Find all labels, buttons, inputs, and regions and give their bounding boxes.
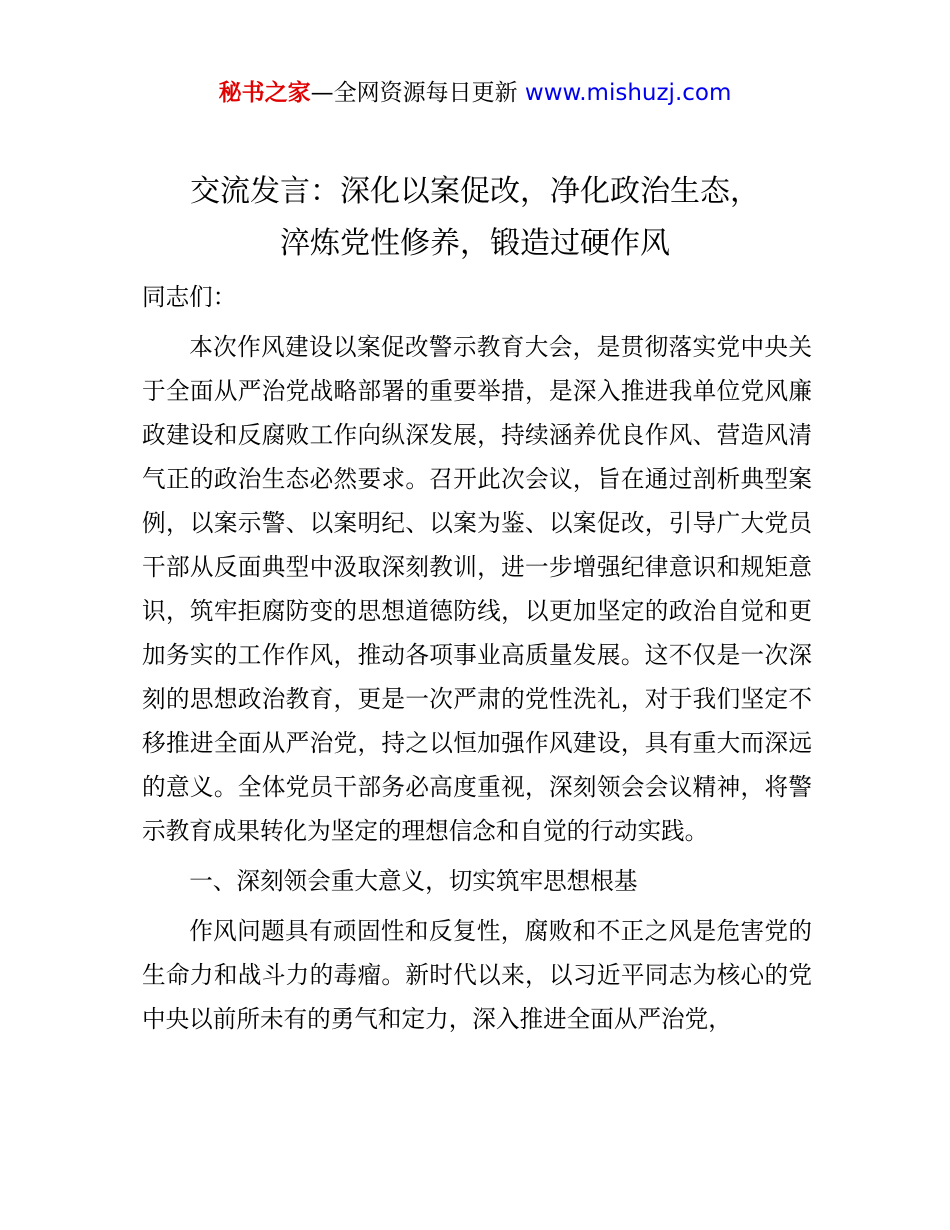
salutation: 同志们： (142, 283, 237, 311)
title-line-2: 淬炼党性修养，锻造过硬作风 (280, 226, 670, 261)
site-header (0, 76, 950, 110)
title-line-1: 交流发言：深化以案促改，净化政治生态， (190, 174, 760, 209)
site-url-link[interactable]: www.mishuzj.com (524, 80, 732, 106)
document-body (142, 275, 812, 1041)
paragraph-section-1: 作风问题具有顽固性和反复性，腐败和不正之风是危害党的生命力和战斗力的毒瘤。新时代以来，以习近平同志为核心的党中央以前所未有的勇气和定力，深入推进全面从严治党， (142, 917, 812, 1033)
site-brand: 秘书之家 (218, 80, 311, 106)
section-heading-1: 一、深刻领会重大意义，切实筑牢思想根基 (189, 867, 638, 895)
paragraph-intro: 本次作风建设以案促改警示教育大会，是贯彻落实党中央关于全面从严治党战略部署的重要举措，是深入推进我单位党风廉政建设和反腐败工作向纵深发展，持续涵养优良作风、营造风清气正的政治生态必然要求。召开此次会议，旨在通过剖析典型案例，以案示警、以案明纪、以案为鉴、以案促改，引导广大党员干部从反面典型中汲取深刻教训，进一步增强纪律意识和规矩意识，筑牢拒腐防变的思想道德防线，以更加坚定的政治自觉和更加务实的工作作风，推动各项事业高质量发展。这不仅是一次深刻的思想政治教育，更是一次严肃的党性洗礼，对于我们坚定不移推进全面从严治党，持之以恒加强作风建设，具有重大而深远的意义。全体党员干部务必高度重视，深刻领会会议精神，将警示教育成果转化为坚定的理想信念和自觉的行动实践。 (142, 333, 812, 845)
site-tagline: —全网资源每日更新 (310, 80, 525, 106)
document-title (0, 166, 950, 270)
